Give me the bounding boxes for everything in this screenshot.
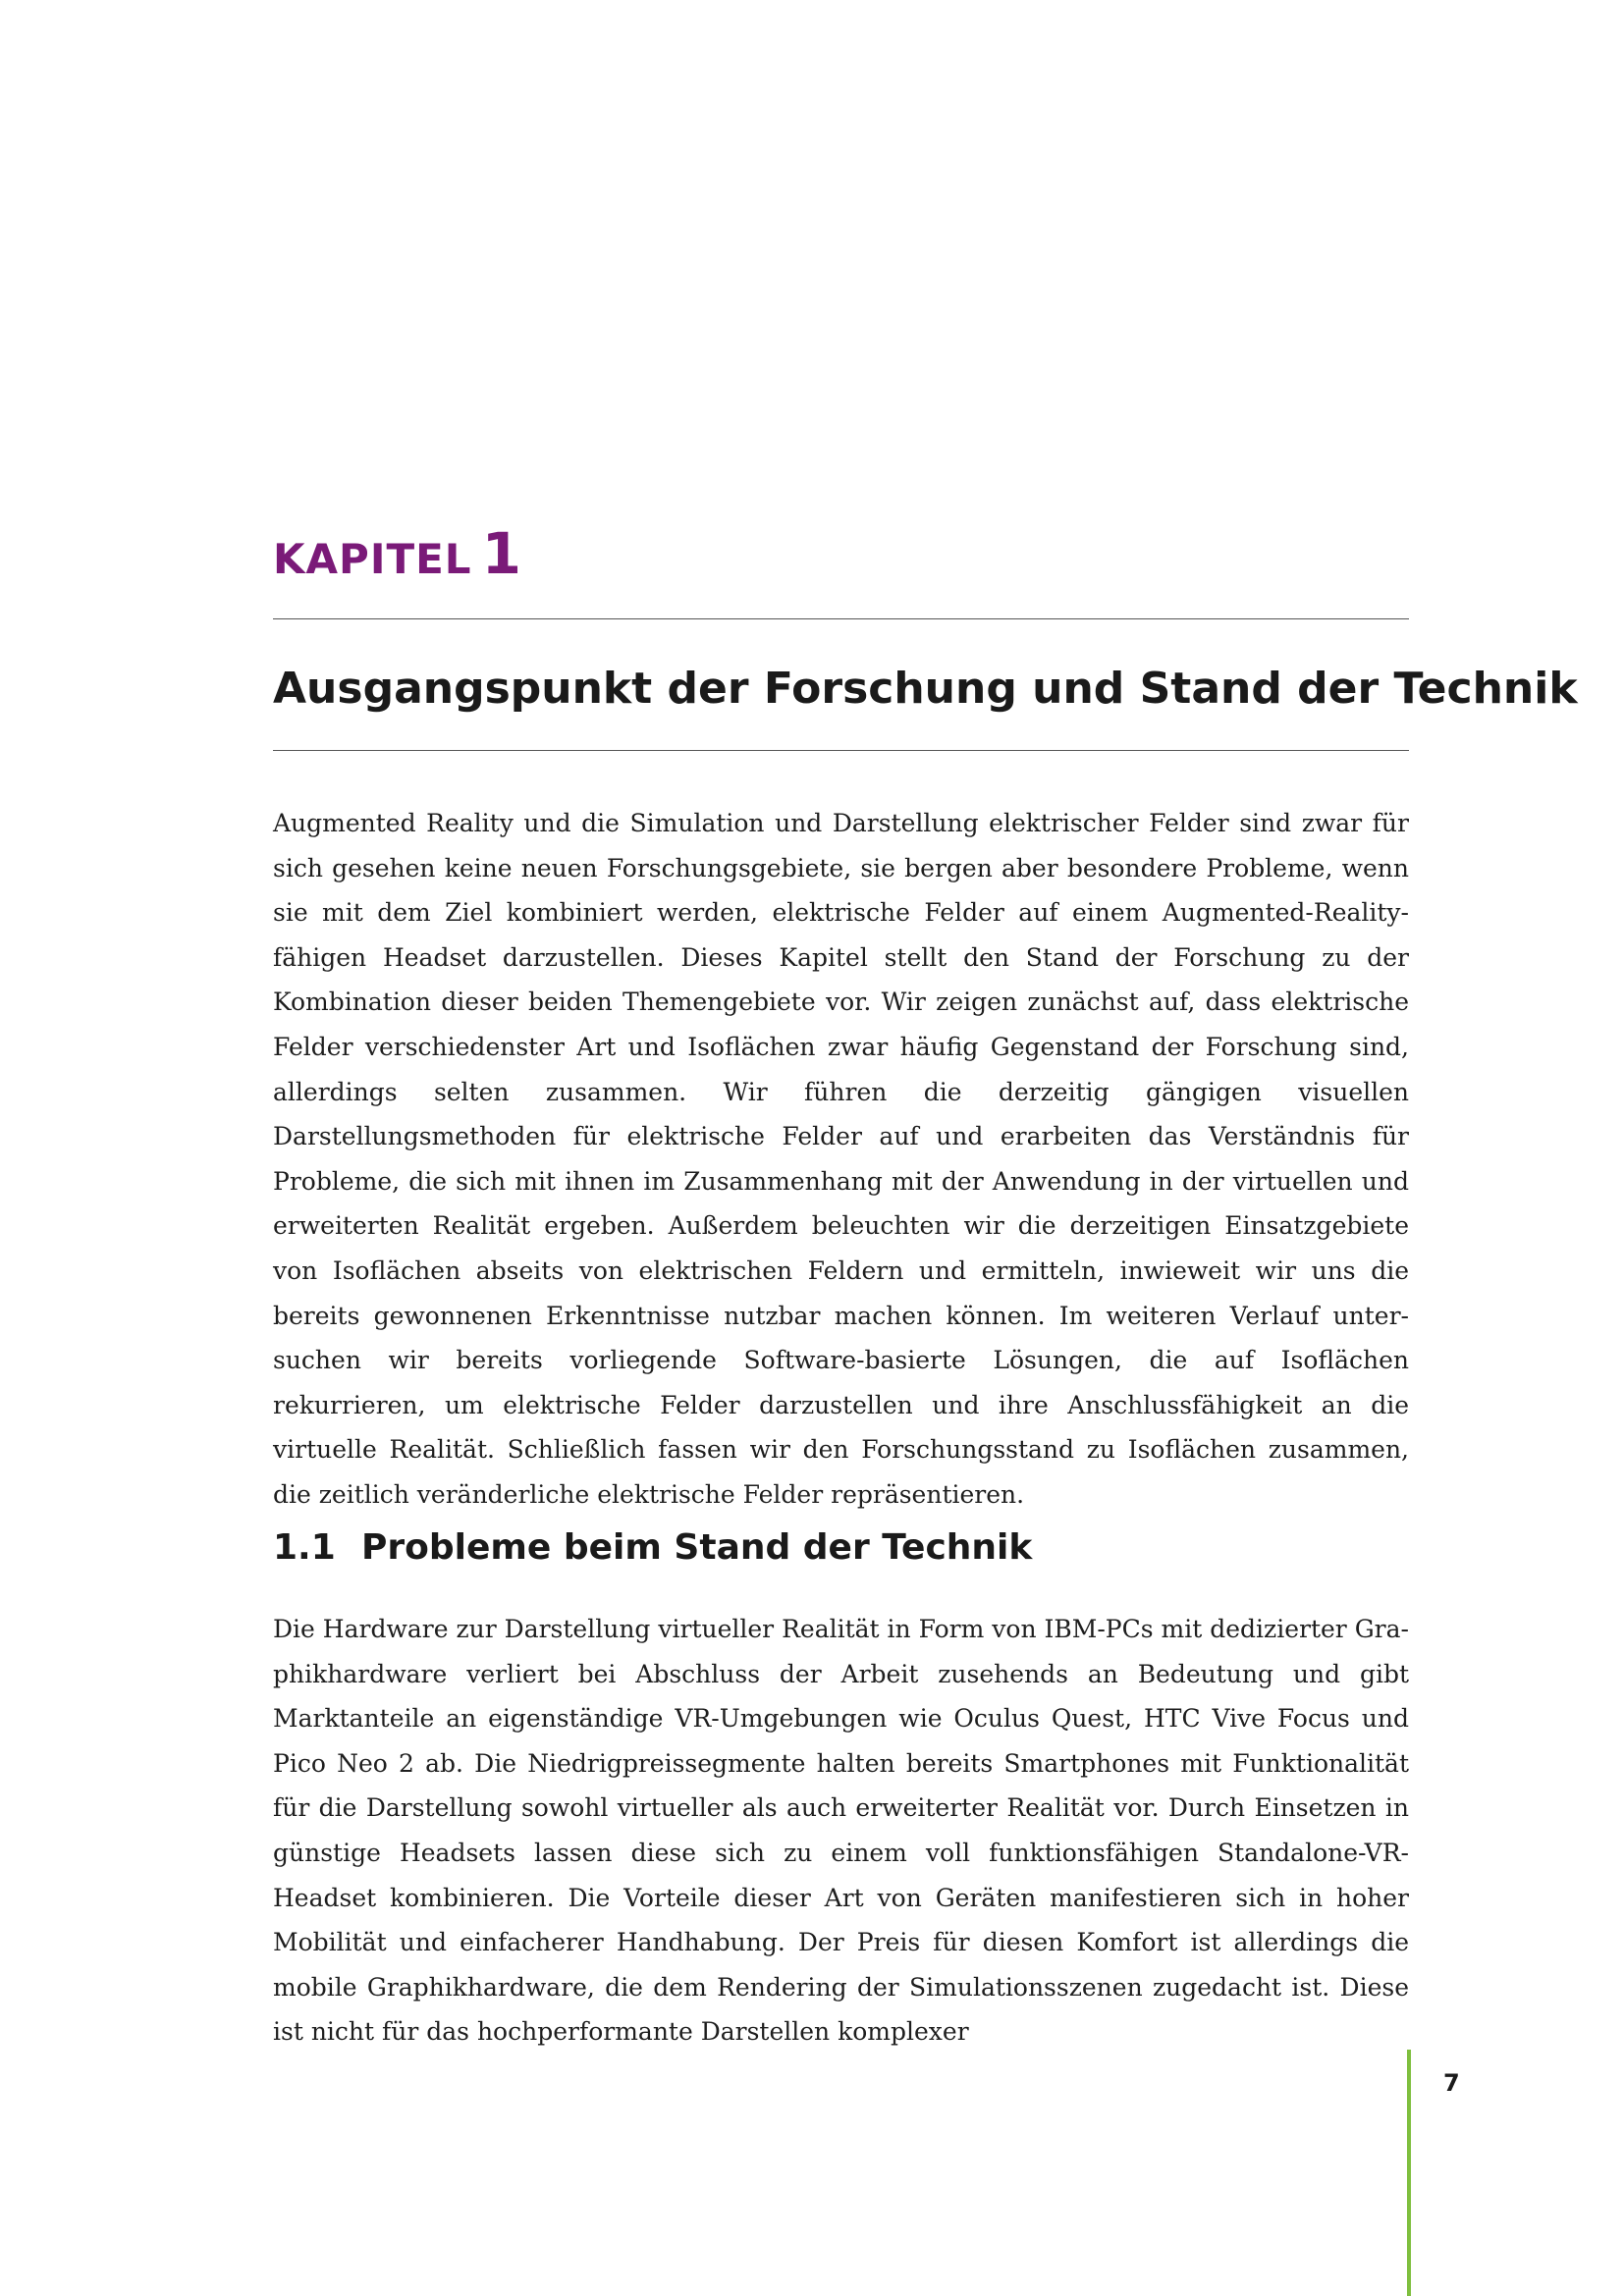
section-heading bbox=[273, 1527, 1032, 1568]
section-paragraph: Die Hardware zur Darstellung virtueller Realität in Form von IBM-PCs mit dedizierter Graphikhardware verliert bei Abschluss der Arbeit zusehends an Bedeutung und gibt Marktanteile an eigenständige VR-Umgebungen wie Oculus Quest, HTC Vive Focus und Pico Neo 2 ab. Die Niedrigpreissegmente halten bereits Smartphones mit Funktionalität für die Darstellung sowohl virtueller als auch erweiterter Realität vor. Durch Einsetzen in günstige Headsets lassen diese sich zu einem voll funktionsfähigen Standalone-VR-Headset kombinieren. Die Vorteile dieser Art von Geräten manifestieren sich in hoher Mobilität und einfacherer Handhabung. Der Preis für diesen Komfort ist allerdings die mobile Graphikhardware, die dem Rendering der Simulationsszenen zugedacht ist. Diese ist nicht für das hochperformante Darstellen komplexer bbox=[273, 1615, 1409, 2047]
intro-paragraph: Augmented Reality und die Simulation und Darstellung elektrischer Felder sind zwar für sich gesehen keine neuen Forschungsgebiete, sie bergen aber besondere Probleme, wenn sie mit dem Ziel kombiniert werden, elektrische Felder auf einem Augmented-Reality-fähigen Headset darzustellen. Dieses Kapitel stellt den Stand der Forschung zu der Kombination dieser beiden Themengebiete vor. Wir zeigen zunächst auf, dass elektrische Felder verschiedenster Art und Isoflächen zwar häufig Gegenstand der Forschung sind, allerdings selten zusammen. Wir führen die derzeitig gängigen visuellen Darstellungsmethoden für elektrische Felder auf und erarbeiten das Verständnis für Probleme, die sich mit ihnen im Zusammenhang mit der Anwendung in der virtuellen und erweiterten Realität ergeben. Außerdem beleuchten wir die derzeitigen Einsatzgebiete von Isoflächen abseits von elektrischen Feldern und ermitteln, inwieweit wir uns die bereits gewonnenen Erkenntnisse nutzbar machen können. Im weiteren Verlauf untersuchen wir bereits vorliegende Software-basierte Lösungen, die auf Isoflächen rekurrieren, um elektrische Felder darzustellen und ihre Anschlussfähigkeit an die virtuelle Realität. Schließlich fassen wir den Forschungsstand zu Isoflächen zusammen, die zeitlich veränderliche elektrische Felder repräsentieren. bbox=[273, 809, 1409, 1509]
chapter-number: 1 bbox=[481, 520, 521, 587]
page-margin-bar bbox=[1407, 2050, 1411, 2296]
chapter-title-rule-bottom bbox=[273, 750, 1409, 751]
chapter-title: Ausgangspunkt der Forschung und Stand der Technik bbox=[273, 664, 1578, 714]
section-number: 1.1 bbox=[273, 1527, 336, 1568]
chapter-title-rule-top bbox=[273, 618, 1409, 619]
chapter-label bbox=[273, 520, 521, 587]
chapter-word: KAPITEL bbox=[273, 535, 472, 583]
section-title: Probleme beim Stand der Technik bbox=[361, 1527, 1033, 1568]
page-number: 7 bbox=[1443, 2069, 1460, 2097]
